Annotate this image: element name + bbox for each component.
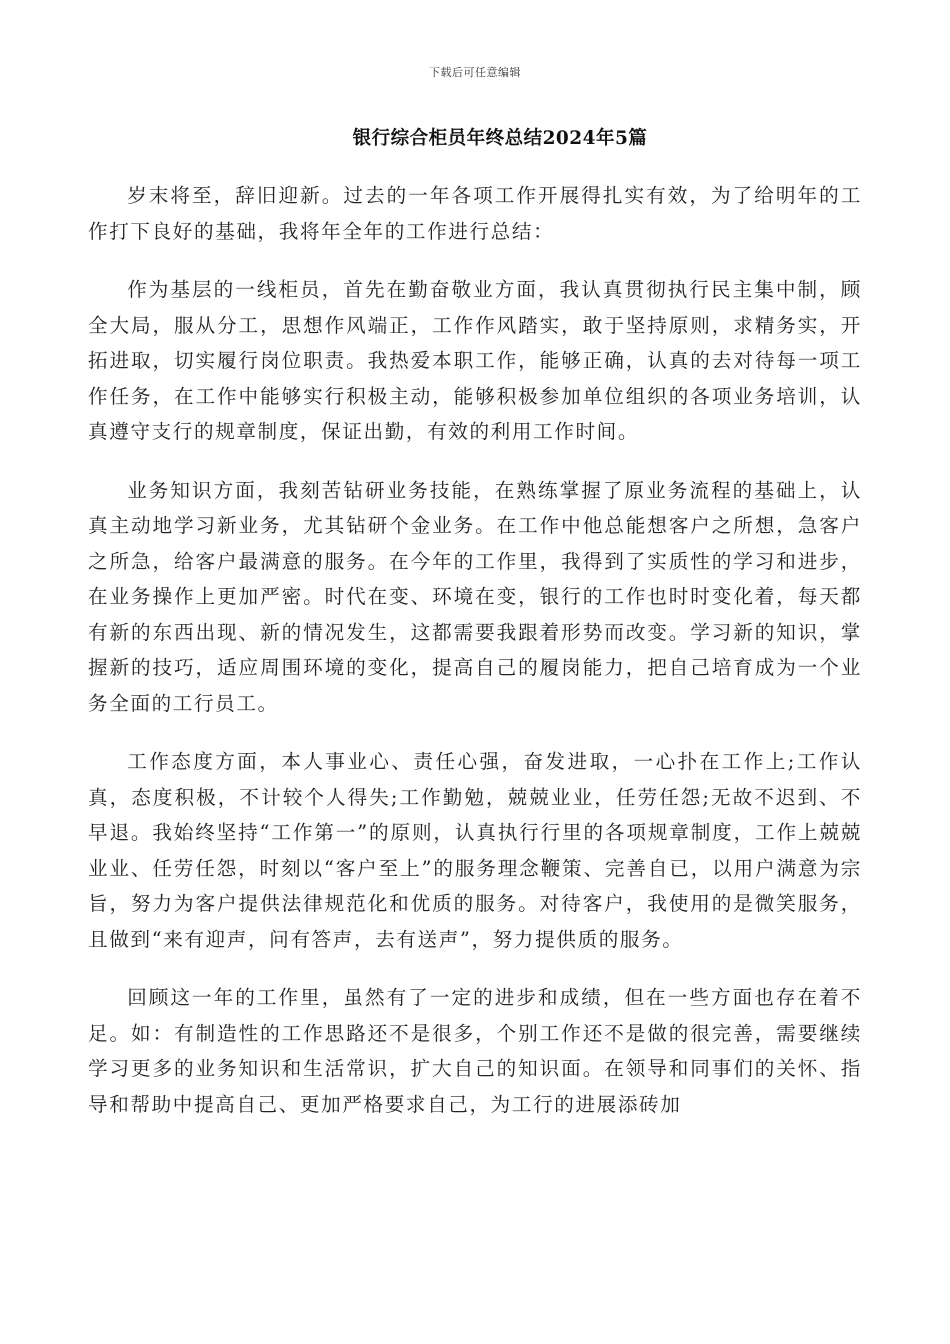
document-title: 银行综合柜员年终总结2024年5篇 — [352, 128, 648, 149]
paragraph-intro: 岁末将至，辞旧迎新。过去的一年各项工作开展得扎实有效，为了给明年的工作打下良好的基础，我将年全年的工作进行总结： — [88, 184, 862, 243]
paragraph-business-knowledge: 业务知识方面，我刻苦钻研业务技能，在熟练掌握了原业务流程的基础上，认真主动地学习新业务，尤其钻研个金业务。在工作中他总能想客户之所想，急客户之所急，给客户最满意的服务。在今年的工作里，我得到了实质性的学习和进步，在业务操作上更加严密。时代在变、环境在变，银行的工作也时时变化着，每天都有新的东西出现、新的情况发生，这都需要我跟着形势而改变。学习新的知识，掌握新的技巧，适应周围环境的变化，提高自己的履岗能力，把自己培育成为一个业务全面的工行员工。 — [88, 478, 862, 715]
document-body — [88, 178, 862, 1145]
header-note: 下载后可任意编辑 — [429, 66, 521, 79]
paragraph-review: 回顾这一年的工作里，虽然有了一定的进步和成绩，但在一些方面也存在着不足。如：有制造性的工作思路还不是很多，个别工作还不是做的很完善，需要继续学习更多的业务知识和生活常识，扩大自己的知识面。在领导和同事们的关怀、指导和帮助中提高自己、更加严格要求自己，为工行的进展添砖加 — [88, 986, 862, 1116]
paragraph-work-attitude: 工作态度方面，本人事业心、责任心强，奋发进取，一心扑在工作上;工作认真，态度积极，不计较个人得失;工作勤勉，兢兢业业，任劳任怨;无故不迟到、不早退。我始终坚持“工作第一”的原则，认真执行行里的各项规章制度，工作上兢兢业业、任劳任怨，时刻以“客户至上”的服务理念鞭策、完善自已，以用户满意为宗旨，努力为客户提供法律规范化和优质的服务。对待客户，我使用的是微笑服务，且做到“来有迎声，问有答声，去有送声”，努力提供质的服务。 — [88, 750, 862, 951]
paragraph-dedication: 作为基层的一线柜员，首先在勤奋敬业方面，我认真贯彻执行民主集中制，顾全大局，服从分工，思想作风端正，工作作风踏实，敢于坚持原则，求精务实，开拓进取，切实履行岗位职责。我热爱本职工作，能够正确，认真的去对待每一项工作任务，在工作中能够实行积极主动，能够积极参加单位组织的各项业务培训，认真遵守支行的规章制度，保证出勤，有效的利用工作时间。 — [88, 278, 862, 443]
